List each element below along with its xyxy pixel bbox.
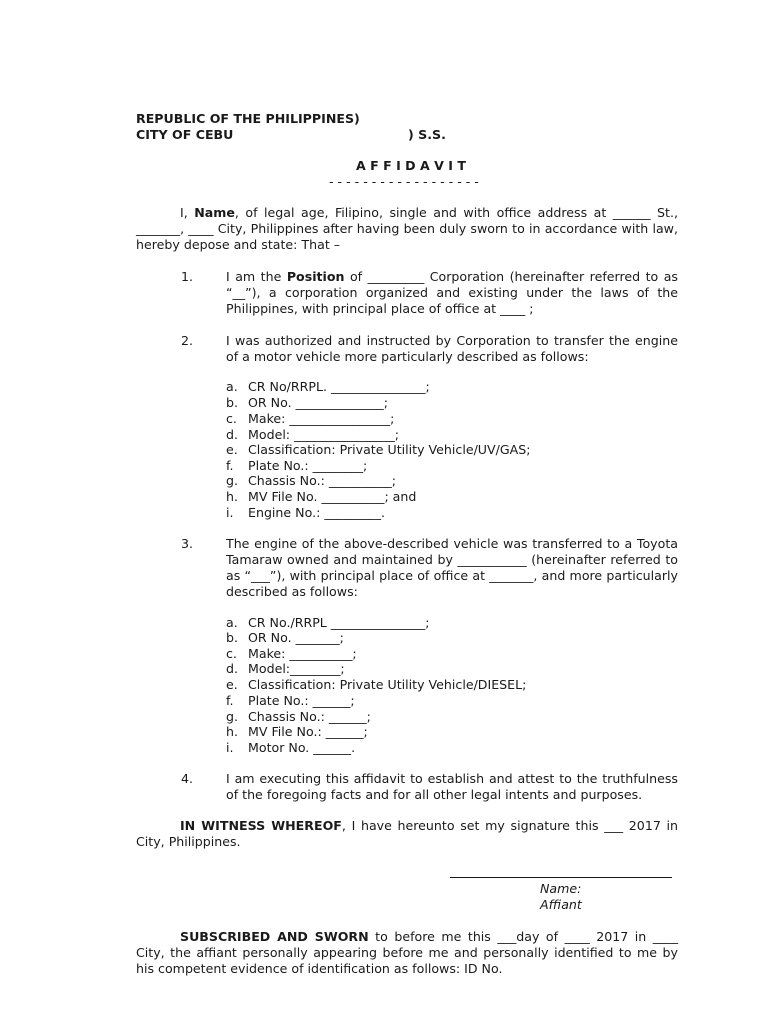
intro-paragraph <box>136 205 678 253</box>
item-text-1 <box>226 269 678 317</box>
item-number-4: 4. <box>181 771 194 786</box>
list-item: i. Motor No. ______. <box>226 740 356 755</box>
title-underline: - - - - - - - - - - - - - - - - - - <box>329 174 479 189</box>
item-number-3: 3. <box>181 536 194 551</box>
list-item: a. CR No/RRPL. _______________; <box>226 379 430 394</box>
list-item: g. Chassis No.: ______; <box>226 709 371 724</box>
signature-name-label: Name: <box>540 881 582 896</box>
list-item: f. Plate No.: ________; <box>226 458 368 473</box>
witness-heading: IN WITNESS WHEREOF <box>180 818 342 833</box>
list-item: e. Classification: Private Utility Vehicle/DIESEL; <box>226 677 527 692</box>
item-number-2: 2. <box>181 333 194 348</box>
item-text-3: The engine of the above-described vehicle was transferred to a Toyota Tamaraw owned and maintained by ___________ (hereinafter referred to as “___”), with principal place of office at _______, and more particularly described as follows: <box>226 536 678 599</box>
list-item: d. Model:________; <box>226 661 345 676</box>
item1-text-rest: of _________ Corporation (hereinafter referred to as “__”), a corporation organized and existing under the laws of the Philippines, with principal place of office at ____ ; <box>226 269 678 316</box>
affiant-name: Name <box>194 205 235 220</box>
intro-text-rest: , of legal age, Filipino, single and with office address at ______ St., _______, ____ City, Philippines after having been duly sworn to in accordance with law, hereby depose and state: That – <box>136 205 678 252</box>
affiant-position: Position <box>286 269 345 284</box>
list-item: i. Engine No.: _________. <box>226 505 385 520</box>
item1-text-start: I am the <box>226 269 287 284</box>
header-republic: REPUBLIC OF THE PHILIPPINES) <box>136 111 360 126</box>
document-title: A F F I D A V I T <box>356 158 466 173</box>
signature-role-label: Affiant <box>540 897 582 912</box>
jurat-heading: SUBSCRIBED AND SWORN <box>180 929 369 944</box>
list-item: h. MV File No.: ______; <box>226 724 368 739</box>
jurat-paragraph <box>136 929 678 977</box>
list-item: b. OR No. _______; <box>226 630 344 645</box>
jurat-text: to before me this ___day of ____ 2017 in ____ City, the affiant personally appearing before me and personally identified to me by his competent evidence of identification as follows: ID No. <box>136 929 678 976</box>
item-text-2: I was authorized and instructed by Corporation to transfer the engine of a motor vehicle more particularly described as follows: <box>226 333 678 364</box>
header-city: CITY OF CEBU <box>136 127 234 142</box>
witness-text: , I have hereunto set my signature this ___ 2017 in City, Philippines. <box>136 818 679 849</box>
witness-paragraph <box>136 818 678 850</box>
list-item: b. OR No. ______________; <box>226 395 388 410</box>
intro-text-start: I, <box>180 205 195 220</box>
signature-line <box>450 877 672 878</box>
list-item: c. Make: __________; <box>226 646 357 661</box>
list-item: f. Plate No.: ______; <box>226 693 355 708</box>
item-number-1: 1. <box>181 269 194 284</box>
item-text-4: I am executing this affidavit to establish and attest to the truthfulness of the foregoing facts and for all other legal intents and purposes. <box>226 771 678 802</box>
list-item: e. Classification: Private Utility Vehicle/UV/GAS; <box>226 442 531 457</box>
list-item: h. MV File No. __________; and <box>226 489 417 504</box>
list-item: d. Model: ________________; <box>226 427 400 442</box>
list-item: c. Make: ________________; <box>226 411 395 426</box>
list-item: a. CR No./RRPL _______________; <box>226 615 430 630</box>
header-ss: ) S.S. <box>408 127 446 142</box>
list-item: g. Chassis No.: __________; <box>226 473 397 488</box>
